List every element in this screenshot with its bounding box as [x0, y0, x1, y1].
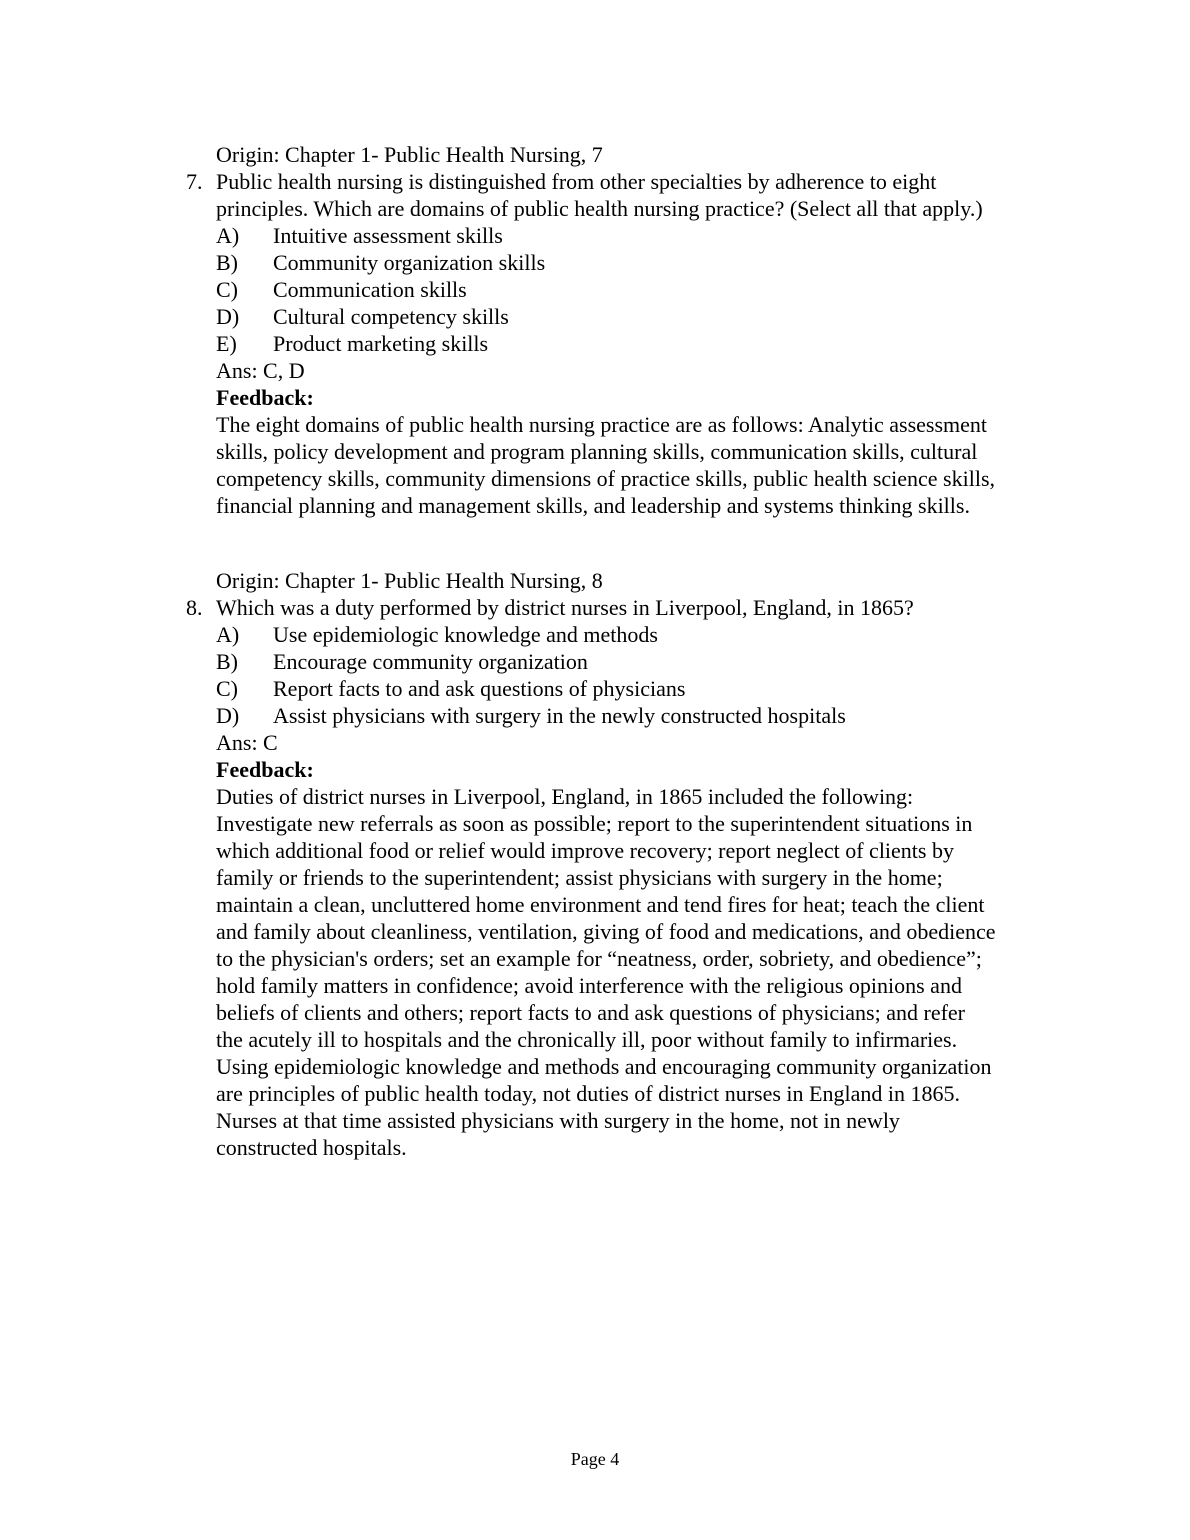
feedback-text: Duties of district nurses in Liverpool, England, in 1865 included the following: Investigate new referrals as soon as possible; report to the superintendent situations in which additional food or relief would improve recovery; report neglect of clients by family or friends to the superintendent; assist physicians with surgery in the home; maintain a clean, uncluttered home environment and tend fires for heat; teach the client and family about cleanliness, ventilation, giving of food and medications, and obedience to the physician's orders; set an example for “neatness, order, sobriety, and obedience”; hold family matters in confidence; avoid interference with the religious opinions and beliefs of clients and others; report facts to and ask questions of physicians; and refer the acutely ill to hospitals and the chronically ill, poor without family to infirmaries. Using epidemiologic knowledge and methods and encouraging community organization are principles of public health today, not duties of district nurses in England in 1865. Nurses at that time assisted physicians with surgery in the home, not in newly constructed hospitals.: [216, 784, 996, 1160]
question-stem-text: Public health nursing is distinguished from other specialties by adherence to eight principles. Which are domains of public health nursing practice? (Select all that apply.): [216, 169, 983, 221]
option-e: [216, 330, 1076, 357]
question-origin: Origin: Chapter 1- Public Health Nursing, 8: [216, 568, 603, 593]
option-letter: A): [216, 622, 240, 647]
option-text: Encourage community organization: [273, 649, 588, 674]
option-text: Assist physicians with surgery in the newly constructed hospitals: [273, 703, 846, 728]
question-origin: Origin: Chapter 1- Public Health Nursing, 7: [216, 142, 603, 167]
option-text: Cultural competency skills: [273, 304, 509, 329]
option-letter: A): [216, 223, 240, 248]
feedback-text: The eight domains of public health nursing practice are as follows: Analytic assessment skills, policy development and program planning skills, communication skills, cultural competency skills, community dimensions of practice skills, public health science skills, financial planning and management skills, and leadership and systems thinking skills.: [216, 412, 996, 518]
question-stem: [186, 168, 1076, 222]
option-b: [216, 648, 1076, 675]
option-letter: D): [216, 304, 240, 329]
option-a: [216, 621, 1076, 648]
option-letter: D): [216, 703, 240, 728]
option-c: [216, 675, 1076, 702]
option-letter: B): [216, 649, 238, 674]
answer-line: Ans: C: [216, 730, 278, 755]
option-c: [216, 276, 1076, 303]
feedback-heading: Feedback:: [216, 757, 314, 782]
option-text: Communication skills: [273, 277, 467, 302]
option-text: Product marketing skills: [273, 331, 489, 356]
question-stem: [186, 594, 1076, 621]
option-letter: C): [216, 676, 238, 701]
option-letter: C): [216, 277, 238, 302]
option-a: [216, 222, 1076, 249]
question-number: 8.: [186, 595, 203, 620]
option-text: Use epidemiologic knowledge and methods: [273, 622, 658, 647]
option-letter: B): [216, 250, 238, 275]
option-b: [216, 249, 1076, 276]
page-number: Page 4: [570, 1449, 620, 1469]
question-7: [186, 141, 1076, 519]
feedback-heading: Feedback:: [216, 385, 314, 410]
question-stem-text: Which was a duty performed by district nurses in Liverpool, England, in 1865?: [216, 595, 914, 620]
answer-line: Ans: C, D: [216, 358, 305, 383]
question-8: [186, 567, 1076, 1161]
option-d: [216, 702, 1076, 729]
option-text: Intuitive assessment skills: [273, 223, 503, 248]
option-letter: E): [216, 331, 237, 356]
option-text: Community organization skills: [273, 250, 546, 275]
option-d: [216, 303, 1076, 330]
question-number: 7.: [186, 169, 203, 194]
option-text: Report facts to and ask questions of physicians: [273, 676, 686, 701]
